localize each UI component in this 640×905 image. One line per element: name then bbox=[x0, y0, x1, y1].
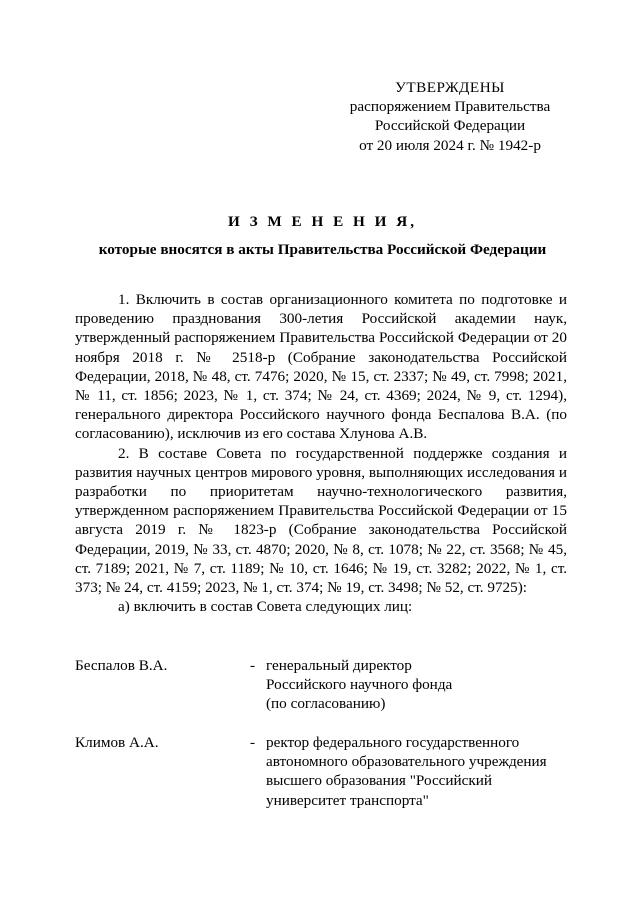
approval-line: от 20 июля 2024 г. № 1942-р bbox=[359, 136, 541, 154]
paragraph-1: 1. Включить в состав организационного комитета по подготовке и проведению празднования 300-летия Российской академии наук, утвержденный распоряжением Правительства Российской Федерации от 20 ноября 2018 г. № 2518-р (Собрание законодательства Российской Федерации, 2018, № 48, ст. 7476; 2020, № 15, ст. 2337; № 49, ст. 7998; 2021, № 11, ст. 1856; 2023, № 1, ст. 374; № 24, ст. 4369; 2024, № 9, ст. 1294), генерального директора Российского научного фонда Беспалова В.А. (по согласованию), исключив из его состава Хлунова А.В. bbox=[75, 291, 567, 443]
heading-subtitle: которые вносятся в акты Правительства Российской Федерации bbox=[98, 241, 547, 259]
document-body bbox=[75, 290, 567, 616]
approval-block bbox=[340, 78, 560, 155]
paragraph-2: 2. В составе Совета по государственной поддержке создания и развития научных центров мирового уровня, выполняющих исследования и разработки по приоритетам научно-технологического развития, утвержденном распоряжением Правительства Российской Федерации от 15 августа 2019 г. № 1823-р (Собрание законодательства Российской Федерации, 2019, № 33, ст. 4870; 2020, № 8, ст. 1078; № 22, ст. 3568; № 45, ст. 7189; 2021, № 7, ст. 1189; № 10, ст. 1646; № 19, ст. 3282; 2022, № 1, ст. 373; № 24, ст. 4159; 2023, № 1, ст. 374; № 19, ст. 3498; № 52, ст. 9725): bbox=[75, 444, 567, 597]
member-role bbox=[266, 656, 566, 714]
role-line: генеральный директор bbox=[266, 657, 412, 674]
role-line: ректор федерального государственного bbox=[266, 734, 520, 751]
document-heading bbox=[75, 212, 570, 259]
role-line: университет транспорта" bbox=[266, 791, 429, 809]
member-name: Беспалов В.А. bbox=[75, 657, 168, 674]
paragraph-3: а) включить в состав Совета следующих лиц: bbox=[118, 598, 413, 616]
member-name: Климов А.А. bbox=[75, 734, 159, 751]
approval-line: распоряжением Правительства bbox=[349, 98, 551, 116]
heading-title: И З М Е Н Е Н И Я, bbox=[227, 213, 417, 230]
approval-title: УТВЕРЖДЕНЫ bbox=[395, 79, 505, 96]
role-line: высшего образования "Российский bbox=[266, 772, 493, 790]
role-line: Российского научного фонда bbox=[266, 676, 453, 694]
approval-line: Российской Федерации bbox=[374, 117, 526, 135]
role-line: (по согласованию) bbox=[266, 695, 386, 713]
member-dash: - bbox=[250, 734, 256, 751]
member-dash: - bbox=[250, 657, 256, 674]
member-role bbox=[266, 733, 566, 810]
role-line: автономного образовательного учреждения bbox=[266, 753, 547, 771]
